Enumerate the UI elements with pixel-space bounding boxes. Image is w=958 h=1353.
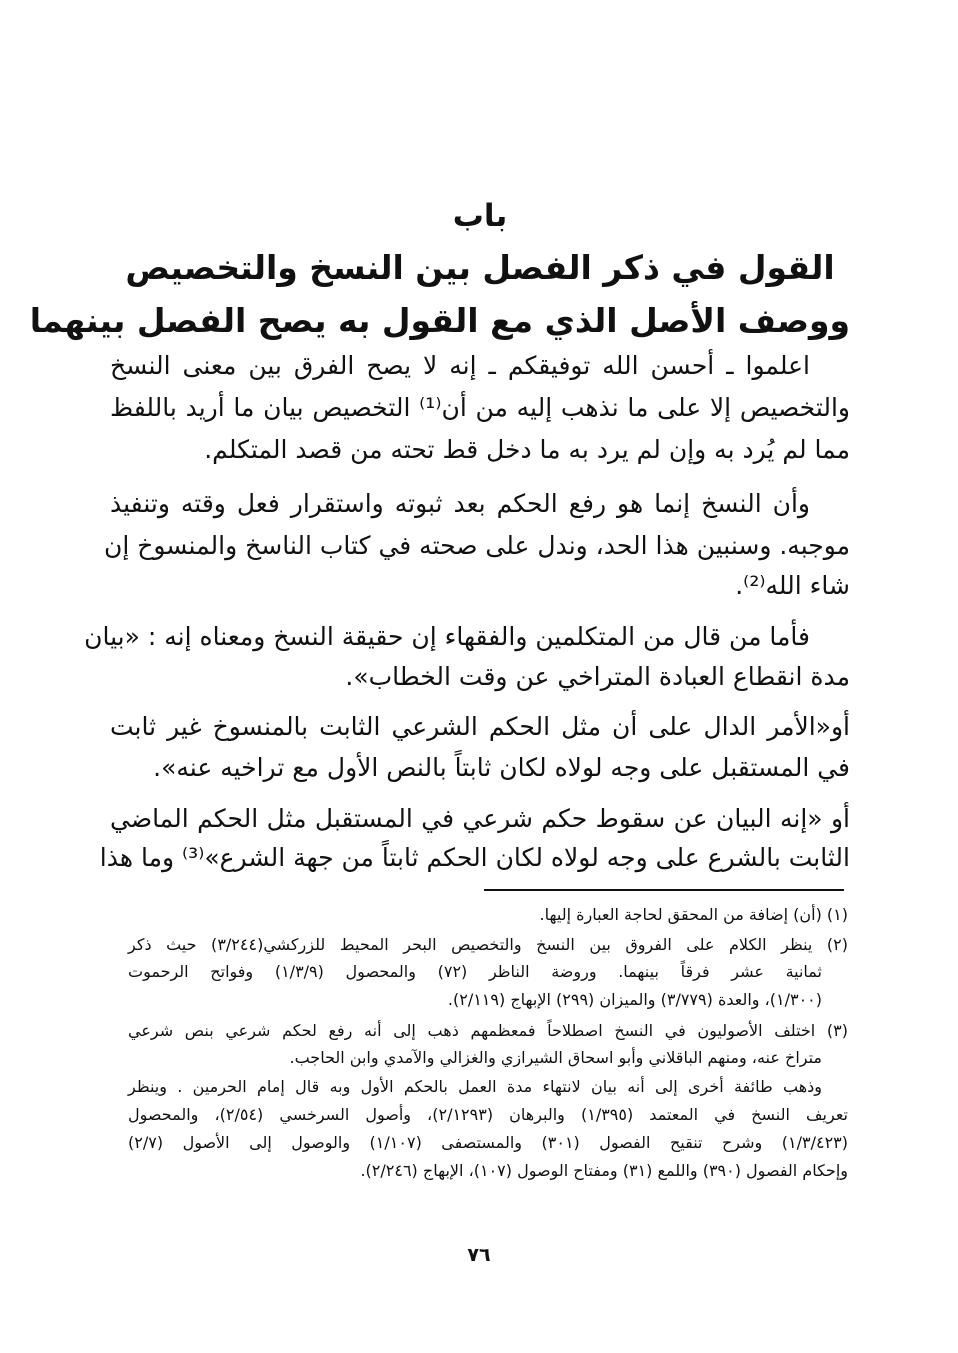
page-number: ٧٦ bbox=[467, 1244, 491, 1266]
footnote-line: (٢) ينظر الكلام على الفروق بين النسخ والتخصيص البحر المحيط للزركشي(٣/٢٤٤) حيث ذكر bbox=[128, 935, 849, 954]
chapter-label: باب bbox=[452, 198, 508, 234]
footnote-line: وإحكام الفصول (٣٩٠) واللمع (٣١) ومفتاح الوصول (١٠٧)، الإبهاج (٢/٢٤٦). bbox=[360, 1161, 848, 1180]
body-line: الثابت بالشرع على وجه لولاه لكان الحكم ثابتاً من جهة الشرع»⁽³⁾ وما هذا bbox=[99, 843, 850, 872]
chapter-title-line-1: القول في ذكر الفصل بين النسخ والتخصيص bbox=[125, 248, 835, 287]
body-line: فأما من قال من المتكلمين والفقهاء إن حقيقة النسخ ومعناه إنه : «بيان bbox=[84, 622, 810, 651]
body-line: أو «إنه البيان عن سقوط حكم شرعي في المستقبل مثل الحكم الماضي bbox=[110, 804, 850, 833]
body-line: في المستقبل على وجه لولاه لكان ثابتاً بالنص الأول مع تراخيه عنه». bbox=[153, 753, 850, 782]
footnote-line: (٣) اختلف الأصوليون في النسخ اصطلاحاً فمعظمهم ذهب إلى أنه رفع لحكم شرعي بنص شرعي bbox=[128, 1021, 848, 1040]
footnote-line: (١/٣/٤٢٣) وشرح تنقيح الفصول (٣٠١) والمستصفى (١/١٠٧) والوصول إلى الأصول (٢/٧) bbox=[128, 1133, 849, 1152]
body-line: موجبه. وسنبين هذا الحد، وندل على صحته في كتاب الناسخ والمنسوخ إن bbox=[103, 531, 850, 560]
body-line: مما لم يُرد به وإن لم يرد به ما دخل قط تحته من قصد المتكلم. bbox=[204, 435, 850, 464]
body-line: وأن النسخ إنما هو رفع الحكم بعد ثبوته واستقرار فعل وقته وتنفيذ bbox=[110, 489, 810, 518]
footnote-line: (١/٣٠٠)، والعدة (٣/٧٧٩) والميزان (٢٩٩) الإبهاج (٢/١١٩). bbox=[447, 990, 822, 1009]
footnote-line: وذهب طائفة أخرى إلى أنه بيان لانتهاء مدة العمل بالحكم الأول وبه قال إمام الحرمين . وينظر bbox=[128, 1077, 822, 1096]
body-line: شاء الله⁽²⁾. bbox=[735, 571, 850, 600]
chapter-title-line-2: ووصف الأصل الذي مع القول به يصح الفصل بينهما bbox=[29, 301, 850, 340]
footnote-line: متراخ عنه، ومنهم الباقلاني وأبو اسحاق الشيرازي والغزالي والآمدي وابن الحاجب. bbox=[289, 1048, 822, 1067]
body-line: أو«الأمر الدال على أن مثل الحكم الشرعي الثابت بالمنسوخ غير ثابت bbox=[110, 712, 850, 741]
body-line: والتخصيص إلا على ما نذهب إليه من أن⁽¹⁾ التخصيص بيان ما أريد باللفظ bbox=[110, 393, 850, 422]
body-line: اعلموا ـ أحسن الله توفيقكم ـ إنه لا يصح الفرق بين معنى النسخ bbox=[110, 351, 810, 380]
body-line: مدة انقطاع العبادة المتراخي عن وقت الخطاب». bbox=[345, 662, 850, 691]
footnote-separator bbox=[484, 889, 844, 891]
footnote-line: ثمانية عشر فرقاً بينهما. وروضة الناظر (٧٢) والمحصول (١/٣/٩) وفواتح الرحموت bbox=[128, 962, 823, 981]
footnote-line: (١) (أن) إضافة من المحقق لحاجة العبارة إليها. bbox=[539, 905, 848, 924]
footnote-line: تعريف النسخ في المعتمد (١/٣٩٥) والبرهان (٢/١٢٩٣)، وأصول السرخسي (٢/٥٤)، والمحصول bbox=[128, 1105, 849, 1124]
